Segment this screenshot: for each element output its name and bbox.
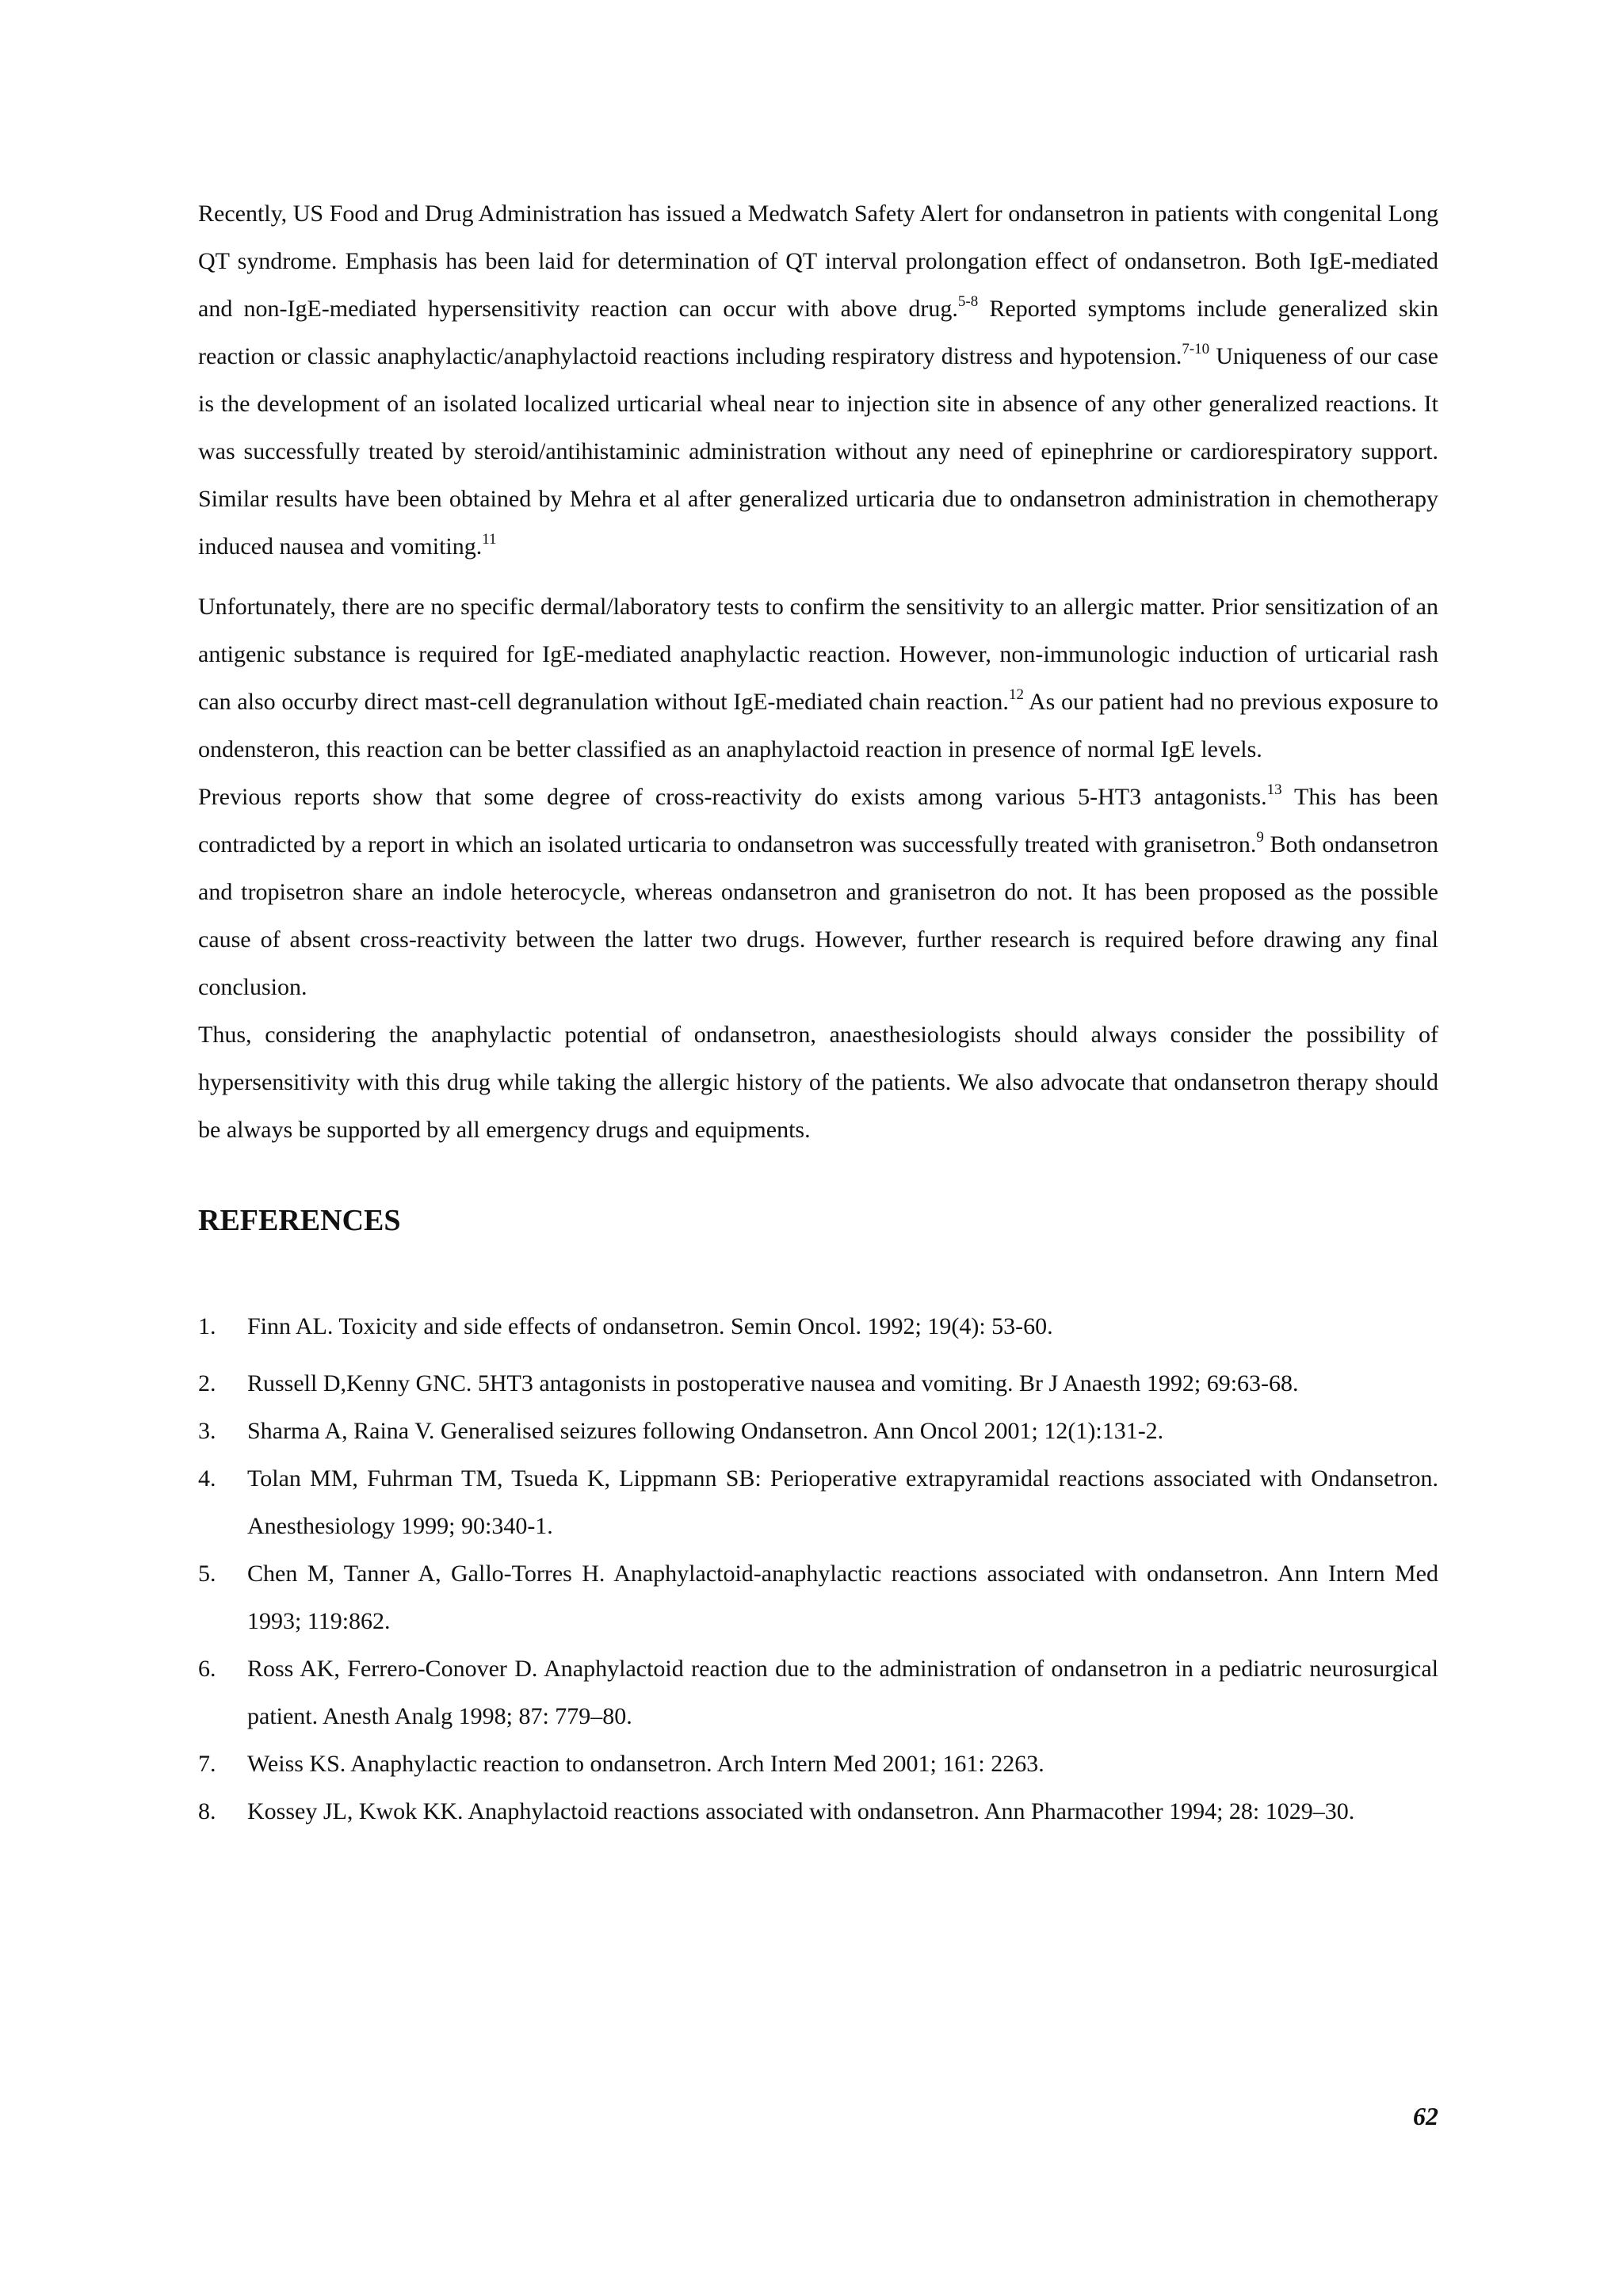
paragraph-text: Reported symptoms include generalized skin reaction or classic anaphylactic/anaphylactoid reactions including respiratory distress and hypotension. bbox=[198, 296, 1438, 369]
reference-text: Russell D,Kenny GNC. 5HT3 antagonists in postoperative nausea and vomiting. Br J Anaesth 1992; 69:63-68. bbox=[247, 1370, 1299, 1396]
references-list bbox=[198, 1303, 1438, 1836]
reference-number: 1. bbox=[198, 1313, 216, 1339]
reference-item bbox=[198, 1455, 1438, 1550]
reference-text: Finn AL. Toxicity and side effects of ondansetron. Semin Oncol. 1992; 19(4): 53-60. bbox=[247, 1313, 1053, 1339]
reference-item bbox=[198, 1550, 1438, 1645]
reference-number: 8. bbox=[198, 1798, 216, 1824]
discussion-paragraph-1 bbox=[198, 190, 1438, 571]
paragraph-text: Recently, US Food and Drug Administration has issued a Medwatch Safety Alert for ondansetron in patients with congenital Long QT syndrome. Emphasis has been laid for determination of QT interval prolongation effect of ondansetron. Both IgE-mediated and non-IgE-mediated hypersensitivity reaction can occur with above drug. bbox=[198, 201, 1438, 322]
reference-number: 2. bbox=[198, 1370, 216, 1396]
citation-superscript: 7-10 bbox=[1182, 341, 1210, 357]
reference-item bbox=[198, 1788, 1438, 1836]
citation-superscript: 5-8 bbox=[957, 293, 979, 310]
reference-number: 7. bbox=[198, 1751, 216, 1777]
reference-number: 6. bbox=[198, 1656, 216, 1682]
citation-superscript: 13 bbox=[1266, 781, 1282, 798]
reference-number: 5. bbox=[198, 1561, 216, 1587]
reference-text: Chen M, Tanner A, Gallo-Torres H. Anaphylactoid-anaphylactic reactions associated with ondansetron. Ann Intern Med 1993; 119:862. bbox=[247, 1561, 1438, 1634]
page-number: 62 bbox=[1413, 2102, 1438, 2130]
paragraph-text: This has been contradicted by a report in which an isolated urticaria to ondansetron was successfully treated with granisetron. bbox=[198, 784, 1438, 858]
reference-item bbox=[198, 1645, 1438, 1740]
reference-number: 3. bbox=[198, 1418, 216, 1444]
reference-item bbox=[198, 1360, 1438, 1408]
discussion-paragraph-2 bbox=[198, 583, 1438, 774]
discussion-paragraph-4 bbox=[198, 1011, 1438, 1154]
citation-superscript: 12 bbox=[1008, 686, 1024, 703]
discussion-paragraph-3 bbox=[198, 774, 1438, 1011]
reference-text: Ross AK, Ferrero-Conover D. Anaphylactoid reaction due to the administration of ondansetron in a pediatric neurosurgical patient. Anesth Analg 1998; 87: 779–80. bbox=[247, 1656, 1438, 1729]
reference-item bbox=[198, 1303, 1438, 1350]
reference-text: Kossey JL, Kwok KK. Anaphylactoid reactions associated with ondansetron. Ann Pharmacother 1994; 28: 1029–30. bbox=[247, 1798, 1355, 1824]
reference-item bbox=[198, 1408, 1438, 1455]
reference-item bbox=[198, 1740, 1438, 1788]
paragraph-text: As our patient had no previous exposure to ondensteron, this reaction can be better classified as an anaphylactoid reaction in presence of normal IgE levels. bbox=[198, 689, 1438, 762]
paragraph-text: Uniqueness of our case is the development of an isolated localized urticarial wheal near to injection site in absence of any other generalized reactions. It was successfully treated by steroid/antihistaminic administration without any need of epinephrine or cardiorespiratory support. Similar results have been obtained by Mehra et al after generalized urticaria due to ondansetron administration in chemotherapy induced nausea and vomiting. bbox=[198, 343, 1438, 560]
paragraph-text: Thus, considering the anaphylactic potential of ondansetron, anaesthesiologists should always consider the possibility of hypersensitivity with this drug while taking the allergic history of the patients. We also advocate that ondansetron therapy should be always be supported by all emergency drugs and equipments. bbox=[198, 1022, 1438, 1143]
paragraph-text: Unfortunately, there are no specific dermal/laboratory tests to confirm the sensitivity to an allergic matter. Prior sensitization of an antigenic substance is required for IgE-mediated anaphylactic reaction. However, non-immunologic induction of urticarial rash can also occurby direct mast-cell degranulation without IgE-mediated chain reaction. bbox=[198, 594, 1438, 715]
reference-text: Sharma A, Raina V. Generalised seizures following Ondansetron. Ann Oncol 2001; 12(1):131-2. bbox=[247, 1418, 1164, 1444]
citation-superscript: 9 bbox=[1256, 829, 1264, 846]
paragraph-text: Previous reports show that some degree of cross-reactivity do exists among various 5-HT3 antagonists. bbox=[198, 784, 1267, 810]
reference-text: Tolan MM, Fuhrman TM, Tsueda K, Lippmann SB: Perioperative extrapyramidal reactions associated with Ondansetron. Anesthesiology 1999; 90:340-1. bbox=[247, 1465, 1438, 1539]
page-body bbox=[198, 190, 1438, 1836]
paragraph-text: Both ondansetron and tropisetron share an indole heterocycle, whereas ondansetron and granisetron do not. It has been proposed as the possible cause of absent cross-reactivity between the latter two drugs. However, further research is required before drawing any final conclusion. bbox=[198, 831, 1438, 1000]
reference-number: 4. bbox=[198, 1465, 216, 1492]
citation-superscript: 11 bbox=[482, 531, 497, 548]
reference-text: Weiss KS. Anaphylactic reaction to ondansetron. Arch Intern Med 2001; 161: 2263. bbox=[247, 1751, 1044, 1777]
references-heading: REFERENCES bbox=[198, 1204, 401, 1237]
